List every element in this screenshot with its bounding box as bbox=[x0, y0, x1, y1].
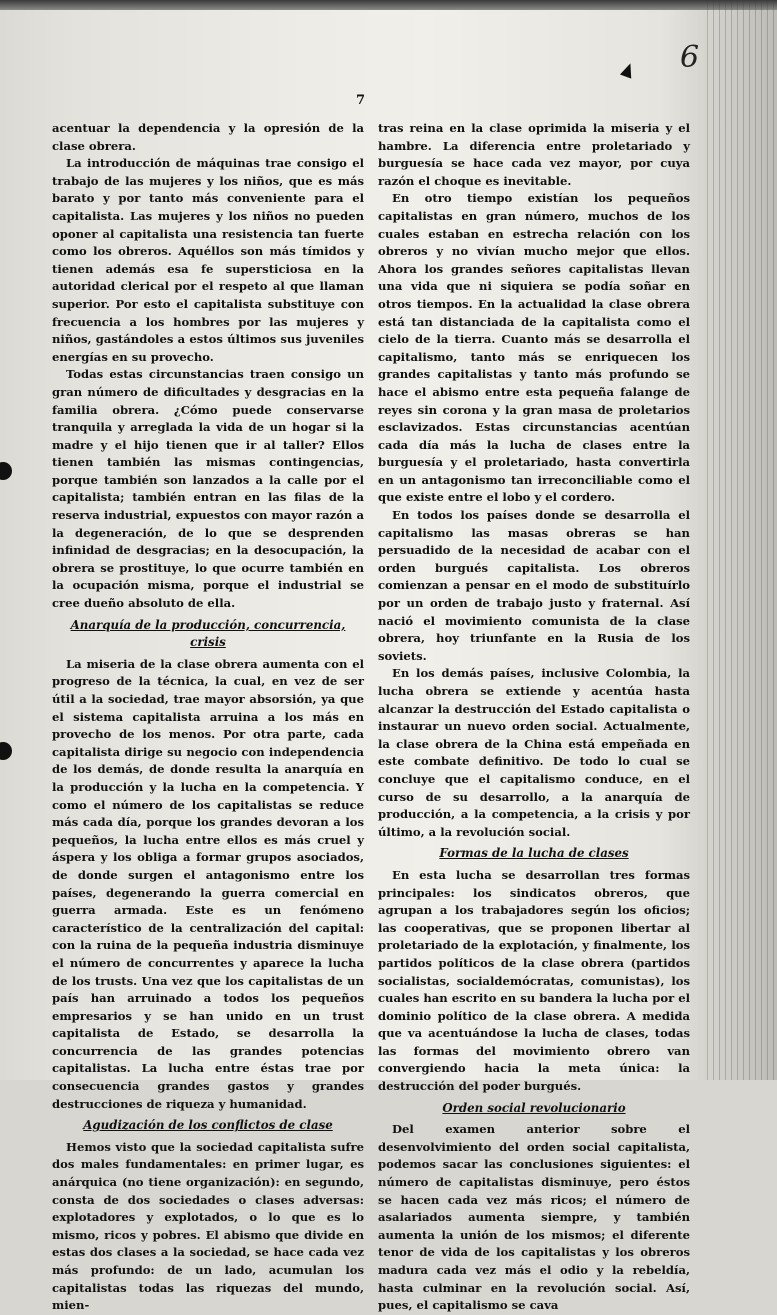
section-heading: Orden social revolucionario bbox=[442, 1100, 626, 1115]
paragraph: En todos los países donde se desarrolla el capitalismo las masas obreras se han persuadido de la necesidad de acabar con el orden burgués capitalista. Los obreros comienzan a pensar en el modo de substituírlo por un orden de trabajo justo y fraternal. Así nació el movimiento comunista de la clase obrera, hoy triunfante en la Rusia de los soviets. bbox=[378, 508, 690, 663]
scan-top-border bbox=[0, 0, 777, 10]
paragraph: La miseria de la clase obrera aumenta con el progreso de la técnica, la cual, en vez de ser útil a la sociedad, trae mayor absorsión, ya que el sistema capitalista arruina a los más en provecho de los menos. Por otra parte, cada capitalista dirige su negocio con independencia de los demás, de donde resulta la anarquía en la producción y la lucha en la competencia. Y como el número de los capitalistas se reduce más cada día, porque los grandes devoran a los pequeños, la lucha entre ellos es más cruel y áspera y los obliga a formar grupos asociados, de donde surgen el antagonismo entre los países, degenerando la guerra comercial en guerra armada. Este es un fenómeno característico de la centralización del capital: con la ruina de la pequeña industria disminuye el número de concurrentes y aparece la lucha de los trusts. Una vez que los capitalistas de un país han arruinado a todos los pequeños empresarios y se han unido en un trust capitalista de Estado, se desarrolla la concurrencia de las grandes potencias capitalistas. La lucha entre éstas trae por consecuencia grandes gastos y grandes destrucciones de riqueza y humanidad. bbox=[52, 656, 364, 1111]
punch-hole bbox=[0, 462, 12, 480]
section-heading: Formas de la lucha de clases bbox=[439, 846, 629, 861]
handwritten-page-number: 6 bbox=[680, 40, 700, 75]
scan-edge-streaks bbox=[707, 0, 777, 1080]
section-heading: Agudización de los conflictos de clase bbox=[83, 1118, 333, 1133]
paragraph: tras reina en la clase oprimida la miseria y el hambre. La diferencia entre proletariado y burguesía se hace cada vez mayor, por cuya razón el choque es inevitable. bbox=[378, 121, 690, 188]
right-column bbox=[378, 120, 690, 1315]
paragraph: Hemos visto que la sociedad capitalista sufre dos males fundamentales: en primer lugar, es anárquica (no tiene organización): en segundo, consta de dos sociedades o clases adversas: explotadores y explotados, o lo que es lo mismo, ricos y pobres. El abismo que divide en estas dos clases a la sociedad, se hace cada vez más profundo: de un lado, acumulan los capitalistas todas las riquezas del mundo, mien- bbox=[52, 1139, 364, 1313]
paragraph: Del examen anterior sobre el desenvolvimiento del orden social capitalista, podemos sacar las conclusiones siguientes: el número de capitalistas disminuye, pero éstos se hacen cada vez más ricos; el número de asalariados aumenta siempre, y también aumenta la unión de los mismos; el diferente tenor de vida de los capitalistas y los obreros madura cada vez más el odio y la rebeldía, hasta culminar en la revolución social. Así, pues, el capitalismo se cava bbox=[378, 1122, 690, 1313]
punch-hole bbox=[0, 742, 12, 760]
page-number: 7 bbox=[356, 93, 366, 108]
section-heading: Anarquía de la producción, concurrencia, crisis bbox=[70, 617, 346, 650]
paragraph: En otro tiempo existían los pequeños capitalistas en gran número, muchos de los cuales estaban en estrecha relación con los obreros y no vivían mucho mejor que ellos. Ahora los grandes señores capitalistas llevan una vida que ni siquiera se podía soñar en otros tiempos. En la actualidad la clase obrera está tan distanciada de la capitalista como el cielo de la tierra. Cuanto más se desarrolla el capitalismo, tanto más se enriquecen los grandes capitalistas y tanto más profundo se hace el abismo entre esta pequeña falange de reyes sin corona y la gran masa de proletarios esclavizados. Estas circunstancias acentúan cada día más la lucha de clases entre la burguesía y el proletariado, hasta convertirla en un antagonismo tan irreconciliable como el que existe entre el lobo y el cordero. bbox=[378, 191, 690, 505]
paragraph: En los demás países, inclusive Colombia, la lucha obrera se extiende y acentúa hasta alcanzar la destrucción del Estado capitalista o instaurar un nuevo orden social. Actualmente, la clase obrera de la China está empeñada en este combate definitivo. De todo lo cual se concluye que el capitalismo conduce, en el curso de su desarrollo, a la anarquía de producción, a la competencia, a la crisis y por último, a la revolución social. bbox=[378, 666, 690, 839]
ink-mark bbox=[620, 61, 636, 78]
paragraph: En esta lucha se desarrollan tres formas principales: los sindicatos obreros, que agrupan a los trabajadores según los oficios; las cooperativas, que se proponen libertar al proletariado de la explotación, y finalmente, los partidos políticos de la clase obrera (partidos socialistas, socialdemócratas, comunistas), los cuales han escrito en su bandera la lucha por el dominio político de la clase obrera. A medida que va acentuándose la lucha de clases, todas las formas del movimiento obrero van convergiendo hacia la meta única: la destrucción del poder burgués. bbox=[378, 867, 690, 1094]
left-column bbox=[52, 120, 364, 1315]
paragraph: La introducción de máquinas trae consigo el trabajo de las mujeres y los niños, que es más barato y por tanto más conveniente para el capitalista. Las mujeres y los niños no pueden oponer al capitalista una resistencia tan fuerte como los obreros. Aquéllos son más tímidos y tienen además esa fe supersticiosa en la autoridad clerical por el respeto al que llaman superior. Por esto el capitalista substituye con frecuencia a los hombres por las mujeres y niños, gastándoles a estos últimos sus juveniles energías en su provecho. bbox=[52, 156, 364, 364]
paragraph: acentuar la dependencia y la opresión de la clase obrera. bbox=[52, 121, 364, 153]
paragraph: Todas estas circunstancias traen consigo un gran número de dificultades y desgracias en la familia obrera. ¿Cómo puede conservarse tranquila y arreglada la vida de un hogar si la madre y el hijo tienen que ir al taller? Ellos tienen también las mismas contingencias, porque también son lanzados a la calle por el capitalista; también entran en las filas de la reserva industrial, expuestos con mayor razón a la degeneración, de lo que se desprenden infinidad de desgracias; en la desocupación, la obrera se prostituye, lo que ocurre también en la ocupación misma, porque el industrial se cree dueño absoluto de ella. bbox=[52, 367, 364, 611]
